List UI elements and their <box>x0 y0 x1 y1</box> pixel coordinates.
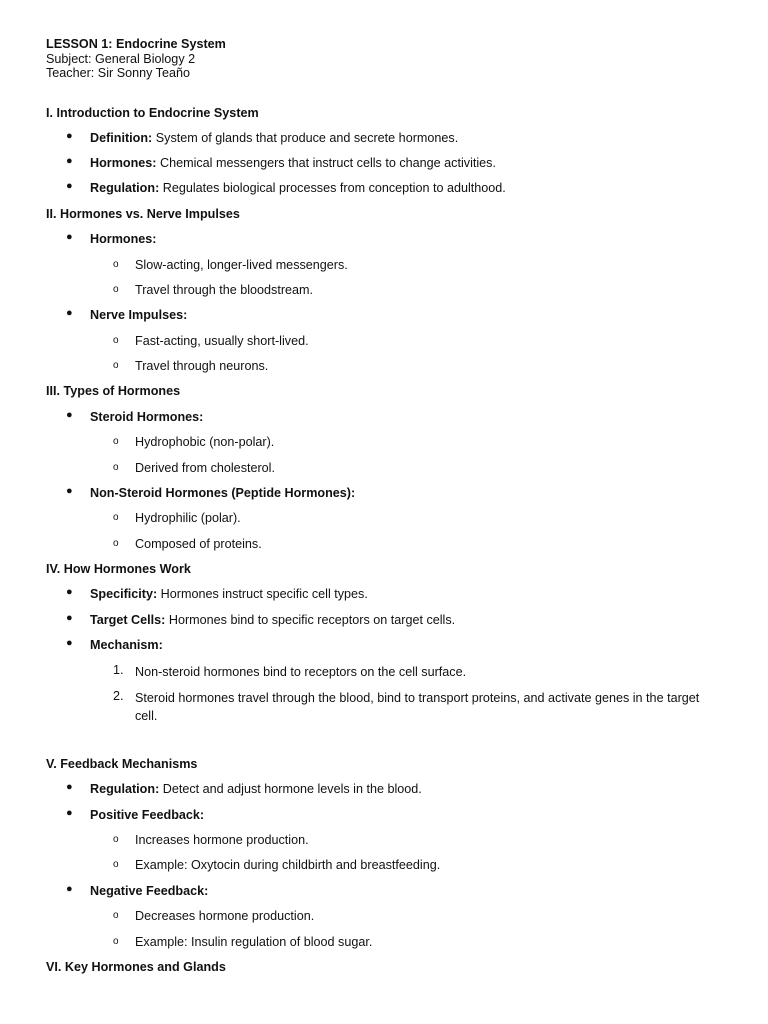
bullet-label: Nerve Impulses: <box>90 308 188 322</box>
circle-bullet-icon: o <box>113 259 119 270</box>
subject-line: Subject: General Biology 2 <box>46 51 196 66</box>
bullet-label: Positive Feedback: <box>90 808 205 822</box>
bullet-label: Negative Feedback: <box>90 884 209 898</box>
bullet-icon: ● <box>66 637 73 649</box>
bullet-label: Non-Steroid Hormones (Peptide Hormones): <box>90 486 356 500</box>
section-heading: I. Introduction to Endocrine System <box>46 106 259 120</box>
bullet-icon: ● <box>66 155 73 167</box>
sub-bullet-text: Fast-acting, usually short-lived. <box>135 334 309 348</box>
teacher-line: Teacher: Sir Sonny Teaño <box>46 66 190 81</box>
circle-bullet-icon: o <box>113 436 119 447</box>
bullet-icon: ● <box>66 130 73 142</box>
item-number: 2. <box>113 689 124 703</box>
sub-bullet-text: Increases hormone production. <box>135 833 309 847</box>
circle-bullet-icon: o <box>113 462 119 473</box>
bullet-icon: ● <box>66 231 73 243</box>
bullet-label: Regulation: <box>90 181 160 195</box>
sub-bullet-text: Example: Oxytocin during childbirth and breastfeeding. <box>135 858 441 872</box>
bullet-icon: ● <box>66 883 73 895</box>
bullet-text: Detect and adjust hormone levels in the blood. <box>159 782 422 796</box>
bullet-icon: ● <box>66 612 73 624</box>
sub-bullet-text: Hydrophilic (polar). <box>135 511 241 525</box>
section-heading: II. Hormones vs. Nerve Impulses <box>46 207 240 221</box>
sub-bullet-text: Composed of proteins. <box>135 537 262 551</box>
circle-bullet-icon: o <box>113 512 119 523</box>
circle-bullet-icon: o <box>113 859 119 870</box>
bullet-icon: ● <box>66 307 73 319</box>
bullet-label: Steroid Hormones: <box>90 410 204 424</box>
circle-bullet-icon: o <box>113 910 119 921</box>
bullet-label: Mechanism: <box>90 638 163 652</box>
circle-bullet-icon: o <box>113 335 119 346</box>
sub-bullet-text: Travel through neurons. <box>135 359 269 373</box>
section-heading: IV. How Hormones Work <box>46 562 191 576</box>
sub-bullet-text: Derived from cholesterol. <box>135 461 275 475</box>
circle-bullet-icon: o <box>113 834 119 845</box>
sub-bullet-text: Example: Insulin regulation of blood sugar. <box>135 935 373 949</box>
bullet-text: Regulates biological processes from conception to adulthood. <box>159 181 506 195</box>
sub-bullet-text: Hydrophobic (non-polar). <box>135 435 275 449</box>
lesson-title: LESSON 1: Endocrine System <box>46 37 226 51</box>
bullet-label: Definition: <box>90 131 153 145</box>
bullet-label: Target Cells: <box>90 613 166 627</box>
sub-bullet-text: Slow-acting, longer-lived messengers. <box>135 258 348 272</box>
bullet-label: Specificity: <box>90 587 158 601</box>
bullet-text: Chemical messengers that instruct cells to change activities. <box>156 156 496 170</box>
circle-bullet-icon: o <box>113 936 119 947</box>
numbered-text: Steroid hormones travel through the blood, bind to transport proteins, and activate genes in the target cell. <box>135 691 700 723</box>
item-number: 1. <box>113 663 124 677</box>
bullet-icon: ● <box>66 485 73 497</box>
bullet-label: Regulation: <box>90 782 160 796</box>
numbered-text: Non-steroid hormones bind to receptors on the cell surface. <box>135 665 467 679</box>
bullet-label: Hormones: <box>90 156 157 170</box>
document-header <box>46 37 226 81</box>
bullet-icon: ● <box>66 180 73 192</box>
section-heading: V. Feedback Mechanisms <box>46 757 198 771</box>
sub-bullet-text: Travel through the bloodstream. <box>135 283 314 297</box>
circle-bullet-icon: o <box>113 284 119 295</box>
bullet-icon: ● <box>66 807 73 819</box>
bullet-text: System of glands that produce and secrete hormones. <box>152 131 459 145</box>
section-heading: VI. Key Hormones and Glands <box>46 960 226 974</box>
circle-bullet-icon: o <box>113 360 119 371</box>
bullet-icon: ● <box>66 781 73 793</box>
circle-bullet-icon: o <box>113 538 119 549</box>
bullet-label: Hormones: <box>90 232 157 246</box>
bullet-text: Hormones instruct specific cell types. <box>157 587 368 601</box>
bullet-icon: ● <box>66 409 73 421</box>
bullet-icon: ● <box>66 586 73 598</box>
sub-bullet-text: Decreases hormone production. <box>135 909 315 923</box>
bullet-text: Hormones bind to specific receptors on target cells. <box>165 613 456 627</box>
section-heading: III. Types of Hormones <box>46 384 181 398</box>
